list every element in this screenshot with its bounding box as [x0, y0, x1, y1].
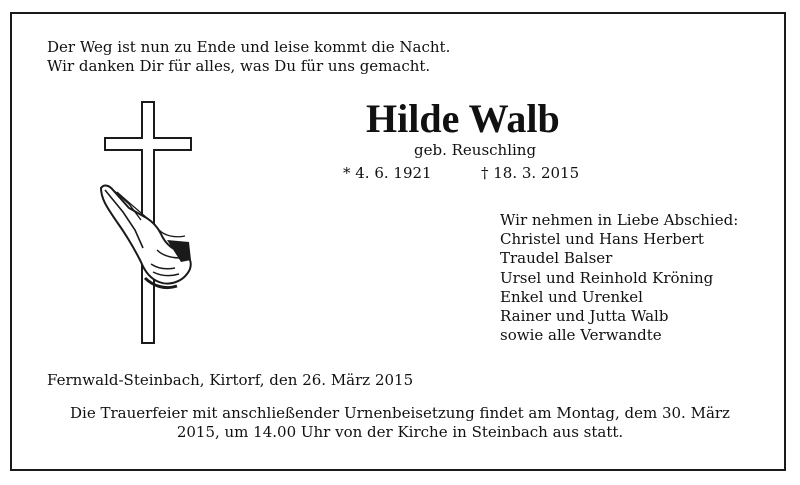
service-line: Die Trauerfeier mit anschließender Urnenbeisetzung findet am Montag, dem 30. März: [70, 404, 730, 422]
mourners-intro: Wir nehmen in Liebe Abschied:: [500, 211, 739, 229]
mourner-entry: Enkel und Urenkel: [500, 287, 643, 306]
deceased-name: Hilde Walb: [366, 96, 560, 141]
birth-date: * 4. 6. 1921: [343, 164, 432, 182]
mourner-entry: Christel und Hans Herbert: [500, 230, 704, 249]
mourners-list: [500, 211, 738, 345]
mourner-entry: sowie alle Verwandte: [500, 326, 662, 345]
mourner-entry: Traudel Balser: [500, 249, 613, 268]
maiden-name: geb. Reuschling: [414, 141, 537, 159]
verse-line: Wir danken Dir für alles, was Du für uns gemacht.: [47, 57, 431, 75]
life-dates: [343, 164, 579, 183]
cross-with-praying-hands: [95, 100, 205, 350]
verse-line: Der Weg ist nun zu Ende und leise kommt die Nacht.: [47, 38, 451, 56]
service-line: 2015, um 14.00 Uhr von der Kirche in Steinbach aus statt.: [176, 423, 624, 441]
mourner-entry: Ursel und Reinhold Kröning: [500, 268, 714, 287]
funeral-service-info: [47, 404, 753, 442]
mourner-entry: Rainer und Jutta Walb: [500, 307, 669, 326]
verse: [47, 38, 450, 76]
death-date: † 18. 3. 2015: [481, 164, 580, 182]
place-and-date: Fernwald-Steinbach, Kirtorf, den 26. März 2015: [47, 371, 414, 389]
